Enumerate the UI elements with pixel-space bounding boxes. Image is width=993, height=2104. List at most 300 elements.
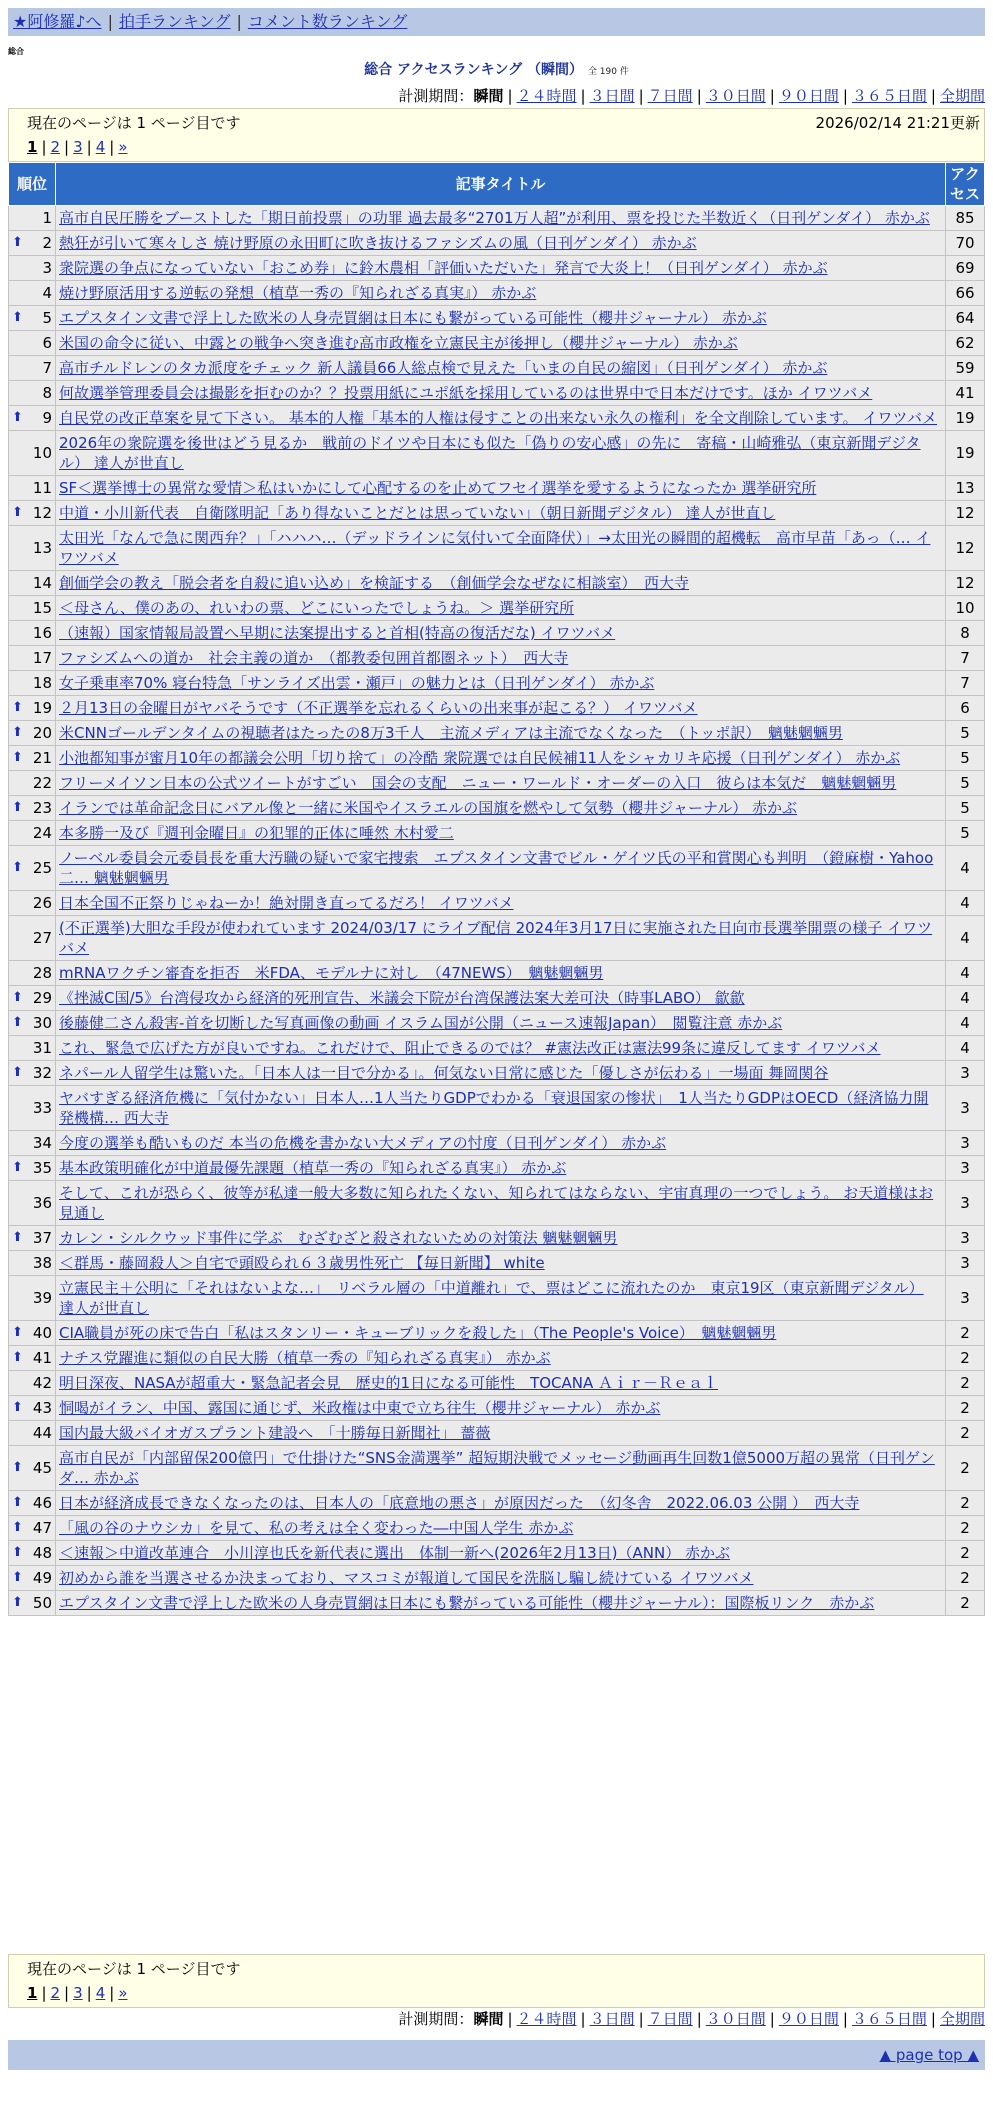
rank-number: 41	[32, 1349, 52, 1367]
arrow-up-icon: ⬆	[12, 1460, 23, 1475]
title-cell	[56, 1566, 946, 1591]
rank-wrap	[9, 893, 55, 913]
article-link[interactable]: 初めから誰を当選させるか決まっており、マスコミが報道して国民を洗脳し騙し続けている イワツバメ	[59, 1569, 754, 1587]
category-label: 総合	[8, 47, 24, 56]
access-count: 8	[946, 621, 985, 646]
title-wrap	[56, 206, 945, 230]
article-link[interactable]: 本多勝一及び『週刊金曜日』の犯罪的正体に唾然 木村愛二	[59, 824, 454, 842]
pager-link[interactable]: 4	[95, 1984, 106, 2002]
rank-wrap	[9, 598, 55, 618]
table-row	[9, 406, 985, 431]
total-count: 全 190 件	[587, 67, 629, 77]
nav-separator: |	[236, 12, 242, 31]
period-separator: |	[930, 87, 936, 105]
title-cell	[56, 1226, 946, 1251]
table-row	[9, 1591, 985, 1616]
table-row	[9, 331, 985, 356]
access-count: 19	[946, 431, 985, 476]
period-separator: |	[769, 2010, 775, 2028]
rank-number: 36	[32, 1194, 52, 1212]
article-link[interactable]: ＜群馬・藤岡殺人＞自宅で頭殴られ６３歳男性死亡 【毎日新聞】 white	[59, 1254, 545, 1272]
table-row	[9, 1491, 985, 1516]
arrow-up-icon: ⬆	[12, 860, 23, 875]
pagination-top	[27, 137, 128, 157]
title-cell	[56, 1446, 946, 1491]
rank-number: 18	[32, 674, 52, 692]
title-wrap	[56, 1321, 945, 1345]
title-cell	[56, 526, 946, 571]
rank-cell	[9, 1251, 56, 1276]
rank-wrap	[9, 538, 55, 558]
rank-cell	[9, 231, 56, 256]
rank-wrap	[9, 988, 55, 1008]
rank-cell	[9, 891, 56, 916]
rank-cell	[9, 476, 56, 501]
article-link[interactable]: ２月13日の金曜日がヤバそうです（不正選挙を忘れるくらいの出来事が起こる？） イワツバメ	[59, 699, 698, 717]
access-count: 12	[946, 501, 985, 526]
updated-timestamp: 2026/02/14 21:21更新	[815, 114, 980, 132]
title-cell	[56, 381, 946, 406]
article-link[interactable]: 創価学会の教え「脱会者を自殺に追い込め」を検証する （創価学会なぜなに相談室） 西大寺	[59, 574, 690, 592]
arrow-up-icon: ⬆	[12, 235, 23, 250]
rank-number: 46	[32, 1494, 52, 1512]
period-separator: |	[638, 2010, 644, 2028]
pager-link[interactable]: 2	[50, 1984, 61, 2002]
rank-number: 43	[32, 1399, 52, 1417]
article-link[interactable]: （速報）国家情報局設置へ早期に法案提出すると首相(特高の復活だな) イワツバメ	[59, 624, 616, 642]
article-link[interactable]: 衆院選の争点になっていない「おこめ券」に鈴木農相「評価いただいた」発言で大炎上！（日刊ゲンダイ） 赤かぶ	[59, 259, 828, 277]
period-link[interactable]: 全期間	[939, 87, 985, 105]
period-separator: |	[580, 87, 586, 105]
period-link[interactable]: ７日間	[647, 87, 693, 105]
table-row	[9, 306, 985, 331]
period-link[interactable]: ９０日間	[778, 2010, 839, 2028]
title-wrap	[56, 696, 945, 720]
rank-wrap	[9, 1193, 55, 1213]
access-count: 4	[946, 891, 985, 916]
rank-wrap	[9, 443, 55, 463]
rank-cell	[9, 696, 56, 721]
table-row	[9, 431, 985, 476]
article-link[interactable]: 日本が経済成長できなくなったのは、日本人の「底意地の悪さ」が原因だった （幻冬舎 2022.06.03 公開 ） 西大寺	[59, 1494, 860, 1512]
period-link[interactable]: ２４時間	[516, 87, 577, 105]
arrow-up-icon: ⬆	[12, 1230, 23, 1245]
rank-number: 26	[32, 894, 52, 912]
rank-number: 49	[32, 1569, 52, 1587]
article-link[interactable]: CIA職員が死の床で告白「私はスタンリー・キューブリックを殺した」（The People's Voice） 魑魅魍魎男	[59, 1324, 777, 1342]
rank-wrap	[9, 1063, 55, 1083]
title-wrap	[56, 1181, 945, 1225]
rank-number: 35	[32, 1159, 52, 1177]
access-count: 5	[946, 796, 985, 821]
rank-cell	[9, 1541, 56, 1566]
rank-number: 19	[32, 699, 52, 717]
table-row	[9, 1226, 985, 1251]
rank-cell	[9, 771, 56, 796]
period-label: 計測期間：	[398, 2010, 474, 2028]
rank-number: 6	[42, 334, 52, 352]
table-row	[9, 1011, 985, 1036]
rank-cell	[9, 1061, 56, 1086]
rank-number: 37	[32, 1229, 52, 1247]
article-link[interactable]: カレン・シルクウッド事件に学ぶ むざむざと殺されないための対策法 魑魅魍魎男	[59, 1229, 618, 1247]
article-link[interactable]: そして、これが恐らく、彼等が私達一般大多数に知られたくない、知られてはならない、宇宙真理の一つでしょう。 お天道様はお見通し	[59, 1184, 934, 1222]
rank-cell	[9, 1086, 56, 1131]
article-link[interactable]: 「風の谷のナウシカ」を見て、私の考えは全く変わった―中国人学生 赤かぶ	[59, 1519, 574, 1537]
period-link[interactable]: ２４時間	[516, 2010, 577, 2028]
table-row	[9, 1541, 985, 1566]
article-link[interactable]: (不正選挙)大胆な手段が使われています 2024/03/17 にライブ配信 2024年3月17日に実施された日向市長選挙開票の様子 イワツバメ	[59, 919, 933, 957]
title-cell	[56, 206, 946, 231]
title-wrap	[56, 1061, 945, 1085]
period-separator: |	[930, 2010, 936, 2028]
article-link[interactable]: 後藤健二さん殺害-首を切断した写真画像の動画 イスラム国が公開（ニュース速報Japan） 閲覧注意 赤かぶ	[59, 1014, 783, 1032]
table-row	[9, 1276, 985, 1321]
access-count: 5	[946, 821, 985, 846]
article-link[interactable]: エプスタイン文書で浮上した欧米の人身売買網は日本にも繋がっている可能性（櫻井ジャーナル） 赤かぶ	[59, 309, 767, 327]
rank-wrap	[9, 1568, 55, 1588]
rank-number: 1	[42, 209, 52, 227]
title-wrap	[56, 1036, 945, 1060]
rank-wrap	[9, 358, 55, 378]
rank-cell	[9, 796, 56, 821]
pager-link[interactable]: »	[118, 1984, 128, 2002]
pager-separator: |	[109, 1984, 115, 2002]
page-info-box-bottom	[8, 1954, 985, 2008]
header-title: 記事タイトル	[56, 163, 946, 206]
rank-wrap	[9, 383, 55, 403]
access-count: 4	[946, 916, 985, 961]
article-link[interactable]: 高市自民が「内部留保200億円」で仕掛けた“SNS金満選挙” 超短期決戦でメッセージ動画再生回数1億5000万超の異常（日刊ゲンダ… 赤かぶ	[59, 1449, 935, 1487]
arrow-up-icon: ⬆	[12, 1065, 23, 1080]
article-link[interactable]: イランでは革命記念日にバアル像と一緒に米国やイスラエルの国旗を燃やして気勢（櫻井ジャーナル） 赤かぶ	[59, 799, 797, 817]
page-info-text: 現在のページは 1 ページ目です	[27, 114, 241, 132]
pager-link[interactable]: »	[118, 138, 128, 156]
title-cell	[56, 1541, 946, 1566]
title-wrap	[56, 1086, 945, 1130]
access-count: 10	[946, 596, 985, 621]
article-link[interactable]: ネパール人留学生は驚いた。「日本人は一目で分かる」。何気ない日常に感じた「優しさが伝わる」一場面 舞岡関谷	[59, 1064, 829, 1082]
title-cell	[56, 501, 946, 526]
rank-wrap	[9, 963, 55, 983]
rank-cell	[9, 671, 56, 696]
arrow-up-icon: ⬆	[12, 1325, 23, 1340]
table-row	[9, 281, 985, 306]
period-separator: |	[696, 2010, 702, 2028]
article-link[interactable]: ナチス党躍進に類似の自民大勝（植草一秀の『知られざる真実』） 赤かぶ	[59, 1349, 551, 1367]
rank-number: 2	[42, 234, 52, 252]
page-info-box-top	[8, 108, 985, 162]
arrow-up-icon: ⬆	[12, 1520, 23, 1535]
table-row	[9, 1396, 985, 1421]
article-link[interactable]: ＜母さん、僕のあの、れいわの票、どこにいったでしょうね。＞ 選挙研究所	[59, 599, 575, 617]
article-link[interactable]: ノーベル委員会元委員長を重大汚職の疑いで家宅捜索 エプスタイン文書でビル・ゲイツ氏の平和賞関心も判明 （鐙麻樹・Yahoo二… 魑魅魍魎男	[59, 849, 934, 887]
rank-cell	[9, 961, 56, 986]
title-wrap	[56, 1131, 945, 1155]
title-wrap	[56, 721, 945, 745]
title-wrap	[56, 986, 945, 1010]
access-count: 4	[946, 1011, 985, 1036]
rank-wrap	[9, 858, 55, 878]
footer-bar	[8, 2040, 985, 2070]
period-link[interactable]: ７日間	[647, 2010, 693, 2028]
access-count: 85	[946, 206, 985, 231]
title-wrap	[56, 1516, 945, 1540]
rank-number: 32	[32, 1064, 52, 1082]
rank-wrap	[9, 1518, 55, 1538]
table-row	[9, 1131, 985, 1156]
period-separator: |	[507, 2010, 513, 2028]
title-cell	[56, 671, 946, 696]
access-count: 3	[946, 1181, 985, 1226]
rank-wrap	[9, 1493, 55, 1513]
top-nav-bar	[8, 8, 985, 36]
title-wrap	[56, 281, 945, 305]
table-row	[9, 501, 985, 526]
period-separator: |	[842, 2010, 848, 2028]
article-link[interactable]: 自民党の改正草案を見て下さい。 基本的人権「基本的人権は侵すことの出来ない永久の権利」を全文削除しています。 イワツバメ	[59, 409, 938, 427]
rank-number: 28	[32, 964, 52, 982]
title-cell	[56, 431, 946, 476]
access-count: 41	[946, 381, 985, 406]
pager-separator: |	[41, 138, 47, 156]
article-link[interactable]: ヤバすぎる経済危機に「気付かない」日本人…1人当たりGDPでわかる「衰退国家の惨状」 1人当たりGDPはOECD（経済協力開発機構… 西大寺	[59, 1089, 929, 1127]
title-wrap	[56, 671, 945, 695]
nav-link-ashura[interactable]: ★阿修羅♪へ	[13, 12, 102, 31]
arrow-up-icon: ⬆	[12, 990, 23, 1005]
access-count: 5	[946, 721, 985, 746]
title-cell	[56, 306, 946, 331]
rank-cell	[9, 646, 56, 671]
pager-link[interactable]: 4	[95, 138, 106, 156]
rank-wrap	[9, 573, 55, 593]
period-link[interactable]: ３６５日間	[851, 87, 927, 105]
article-link[interactable]: 恫喝がイラン、中国、露国に通じず、米政権は中東で立ち往生（櫻井ジャーナル） 赤かぶ	[59, 1399, 661, 1417]
title-wrap	[56, 526, 945, 570]
rank-number: 42	[32, 1374, 52, 1392]
title-wrap	[56, 1421, 945, 1445]
article-link[interactable]: 《挫滅C国/5》台湾侵攻から経済的死刑宣告、米議会下院が台湾保護法案大差可決（時事LABO） 歙歙	[59, 989, 745, 1007]
title-cell	[56, 1321, 946, 1346]
title-wrap	[56, 1226, 945, 1250]
page-top-link[interactable]: ▲ page top ▲	[879, 2046, 979, 2064]
rank-number: 34	[32, 1134, 52, 1152]
period-link[interactable]: ３日間	[589, 2010, 635, 2028]
title-cell	[56, 1396, 946, 1421]
pager-separator: |	[86, 138, 92, 156]
rank-cell	[9, 1181, 56, 1226]
period-separator: |	[842, 87, 848, 105]
rank-wrap	[9, 1038, 55, 1058]
title-cell	[56, 916, 946, 961]
rank-wrap	[9, 673, 55, 693]
access-count: 2	[946, 1491, 985, 1516]
rank-cell	[9, 381, 56, 406]
title-cell	[56, 1156, 946, 1181]
title-cell	[56, 891, 946, 916]
title-wrap	[56, 1156, 945, 1180]
rank-cell	[9, 501, 56, 526]
rank-wrap	[9, 1133, 55, 1153]
rank-wrap	[9, 648, 55, 668]
period-link[interactable]: ３日間	[589, 87, 635, 105]
title-wrap	[56, 821, 945, 845]
period-separator: |	[638, 87, 644, 105]
nav-separator: |	[107, 12, 113, 31]
nav-link-comment-ranking[interactable]: コメント数ランキング	[247, 12, 408, 31]
article-link[interactable]: 米国の命令に従い、中露との戦争へ突き進む高市政権を立憲民主が後押し（櫻井ジャーナル） 赤かぶ	[59, 334, 738, 352]
article-link[interactable]: 小池都知事が蜜月10年の都議会公明「切り捨て」の冷酷 衆院選では自民候補11人をシャカリキ応援（日刊ゲンダイ） 赤かぶ	[59, 749, 901, 767]
rank-wrap	[9, 408, 55, 428]
period-label: 計測期間：	[398, 87, 474, 105]
pager-link[interactable]: 3	[73, 1984, 83, 2002]
article-link[interactable]: 高市自民圧勝をブーストした「期日前投票」の功罪 過去最多“2701万人超”が利用、票を投じた半数近く（日刊ゲンダイ） 赤かぶ	[59, 209, 930, 227]
rank-wrap	[9, 723, 55, 743]
rank-wrap	[9, 308, 55, 328]
arrow-up-icon: ⬆	[12, 800, 23, 815]
title-wrap	[56, 501, 945, 525]
title-wrap	[56, 1591, 945, 1615]
title-wrap	[56, 306, 945, 330]
rank-number: 16	[32, 624, 52, 642]
article-link[interactable]: 国内最大級バイオガスプラント建設へ 「十勝毎日新聞社」 薔薇	[59, 1424, 491, 1442]
article-link[interactable]: ＜速報＞中道改革連合 小川淳也氏を新代表に選出 体制一新へ(2026年2月13日)（ANN） 赤かぶ	[59, 1544, 730, 1562]
period-link[interactable]: ３０日間	[705, 2010, 766, 2028]
pager-link[interactable]: 3	[73, 138, 83, 156]
article-link[interactable]: SF＜選挙博士の異常な愛情＞私はいかにして心配するのを止めてフセイ選挙を愛するようになったか 選挙研究所	[59, 479, 817, 497]
article-link[interactable]: フリーメイソン日本の公式ツイートがすごい 国会の支配 ニュー・ワールド・オーダーの入口 彼らは本気だ 魑魅魍魎男	[59, 774, 897, 792]
access-count: 4	[946, 986, 985, 1011]
rank-cell	[9, 256, 56, 281]
title-wrap	[56, 1566, 945, 1590]
access-count: 2	[946, 1446, 985, 1491]
pager-link[interactable]: 2	[50, 138, 61, 156]
table-row	[9, 1036, 985, 1061]
access-count: 2	[946, 1346, 985, 1371]
rank-wrap	[9, 1543, 55, 1563]
title-cell	[56, 1061, 946, 1086]
article-link[interactable]: 立憲民主＋公明に「それはないよな…」 リベラル層の「中道離れ」で、票はどこに流れたのか 東京19区（東京新聞デジタル） 達人が世直し	[59, 1279, 924, 1317]
table-row	[9, 596, 985, 621]
period-link[interactable]: 全期間	[939, 2010, 985, 2028]
article-link[interactable]: 日本全国不正祭りじゃねーか！絶対開き直ってるだろ！ イワツバメ	[59, 894, 514, 912]
article-link[interactable]: 熱狂が引いて寒々しさ 焼け野原の永田町に吹き抜けるファシズムの風（日刊ゲンダイ） 赤かぶ	[59, 234, 697, 252]
table-row	[9, 961, 985, 986]
table-row	[9, 671, 985, 696]
access-count: 59	[946, 356, 985, 381]
article-link[interactable]: 何故選挙管理委員会は撮影を拒むのか？？投票用紙にユポ紙を採用しているのは世界中で日本だけです。ほか イワツバメ	[59, 384, 873, 402]
nav-link-applause-ranking[interactable]: 拍手ランキング	[118, 12, 231, 31]
article-link[interactable]: 明日深夜、NASAが超重大・緊急記者会見 歴史的1日になる可能性 TOCANA Ａｉｒ－Ｒｅａｌ	[59, 1374, 719, 1392]
rank-number: 4	[42, 284, 52, 302]
table-row	[9, 231, 985, 256]
period-link[interactable]: ３６５日間	[851, 2010, 927, 2028]
arrow-up-icon: ⬆	[12, 725, 23, 740]
article-link[interactable]: 太田光「なんで急に関西弁？」「ハハハ…（デッドラインに気付いて全面降伏）」→太田光の瞬間的超機転 高市早苗「あっ（… イワツバメ	[59, 529, 931, 567]
rank-wrap	[9, 698, 55, 718]
rank-cell	[9, 1156, 56, 1181]
rank-cell	[9, 1446, 56, 1491]
title-cell	[56, 1011, 946, 1036]
rank-cell	[9, 596, 56, 621]
article-link[interactable]: 焼け野原活用する逆転の発想（植草一秀の『知られざる真実』） 赤かぶ	[59, 284, 537, 302]
rank-number: 47	[32, 1519, 52, 1537]
period-link[interactable]: ３０日間	[705, 87, 766, 105]
article-link[interactable]: 2026年の衆院選を後世はどう見るか 戦前のドイツや日本にも似た「偽りの安心感」の先に 寄稿・山崎雅弘（東京新聞デジタル） 達人が世直し	[59, 434, 921, 472]
article-link[interactable]: 高市チルドレンのタカ派度をチェック 新人議員66人総点検で見えた「いまの自民の縮図」（日刊ゲンダイ） 赤かぶ	[59, 359, 828, 377]
title-cell	[56, 646, 946, 671]
article-link[interactable]: エプスタイン文書で浮上した欧米の人身売買網は日本にも繋がっている可能性（櫻井ジャーナル）：国際板リンク 赤かぶ	[59, 1594, 875, 1612]
table-row	[9, 916, 985, 961]
access-count: 5	[946, 746, 985, 771]
rank-number: 10	[32, 444, 52, 462]
title-cell	[56, 406, 946, 431]
table-row	[9, 746, 985, 771]
rank-wrap	[9, 233, 55, 253]
title-wrap	[56, 231, 945, 255]
article-link[interactable]: 女子乗車率70% 寝台特急「サンライズ出雲・瀬戸」の魅力とは（日刊ゲンダイ） 赤かぶ	[59, 674, 655, 692]
article-link[interactable]: これ、緊急で広げた方が良いですね。これだけで、阻止できるのでは？ #憲法改正は憲法99条に違反してます イワツバメ	[59, 1039, 881, 1057]
access-count: 62	[946, 331, 985, 356]
arrow-up-icon: ⬆	[12, 1160, 23, 1175]
rank-number: 17	[32, 649, 52, 667]
rank-cell	[9, 1036, 56, 1061]
access-count: 4	[946, 846, 985, 891]
rank-cell	[9, 356, 56, 381]
period-separator: |	[507, 87, 513, 105]
title-wrap	[56, 796, 945, 820]
article-link[interactable]: 中道・小川新代表 自衛隊明記「あり得ないことだとは思っていない」（朝日新聞デジタル） 達人が世直し	[59, 504, 776, 522]
arrow-up-icon: ⬆	[12, 310, 23, 325]
access-count: 2	[946, 1591, 985, 1616]
title-wrap	[56, 571, 945, 595]
access-count: 3	[946, 1276, 985, 1321]
article-link[interactable]: 今度の選挙も酷いものだ 本当の危機を書かない大メディアの忖度（日刊ゲンダイ） 赤かぶ	[59, 1134, 667, 1152]
title-cell	[56, 961, 946, 986]
rank-wrap	[9, 283, 55, 303]
title-cell	[56, 696, 946, 721]
rank-cell	[9, 746, 56, 771]
table-row	[9, 1156, 985, 1181]
table-row	[9, 821, 985, 846]
rank-number: 13	[32, 539, 52, 557]
rank-number: 38	[32, 1254, 52, 1272]
title-cell	[56, 1346, 946, 1371]
rank-wrap	[9, 1423, 55, 1443]
title-cell	[56, 1181, 946, 1226]
rank-cell	[9, 621, 56, 646]
rank-wrap	[9, 1228, 55, 1248]
title-wrap	[56, 961, 945, 985]
article-link[interactable]: ファシズムへの道か 社会主義の道か （都教委包囲首都圏ネット） 西大寺	[59, 649, 569, 667]
rank-number: 33	[32, 1099, 52, 1117]
article-link[interactable]: 米CNNゴールデンタイムの視聴者はたったの8万3千人 主流メディアは主流でなくなった （トッポ訳） 魑魅魍魎男	[59, 724, 843, 742]
ranking-table	[8, 162, 985, 1616]
rank-wrap	[9, 1098, 55, 1118]
period-link[interactable]: ９０日間	[778, 87, 839, 105]
title-wrap	[56, 431, 945, 475]
article-link[interactable]: 基本政策明確化が中道最優先課題（植草一秀の『知られざる真実』） 赤かぶ	[59, 1159, 567, 1177]
rank-number: 21	[32, 749, 52, 767]
period-current: 瞬間	[473, 87, 504, 105]
access-count: 66	[946, 281, 985, 306]
title-wrap	[56, 596, 945, 620]
rank-number: 9	[42, 409, 52, 427]
article-link[interactable]: mRNAワクチン審査を拒否 米FDA、モデルナに対し （47NEWS） 魑魅魍魎男	[59, 964, 604, 982]
title-wrap	[56, 1011, 945, 1035]
access-count: 7	[946, 671, 985, 696]
arrow-up-icon: ⬆	[12, 1545, 23, 1560]
